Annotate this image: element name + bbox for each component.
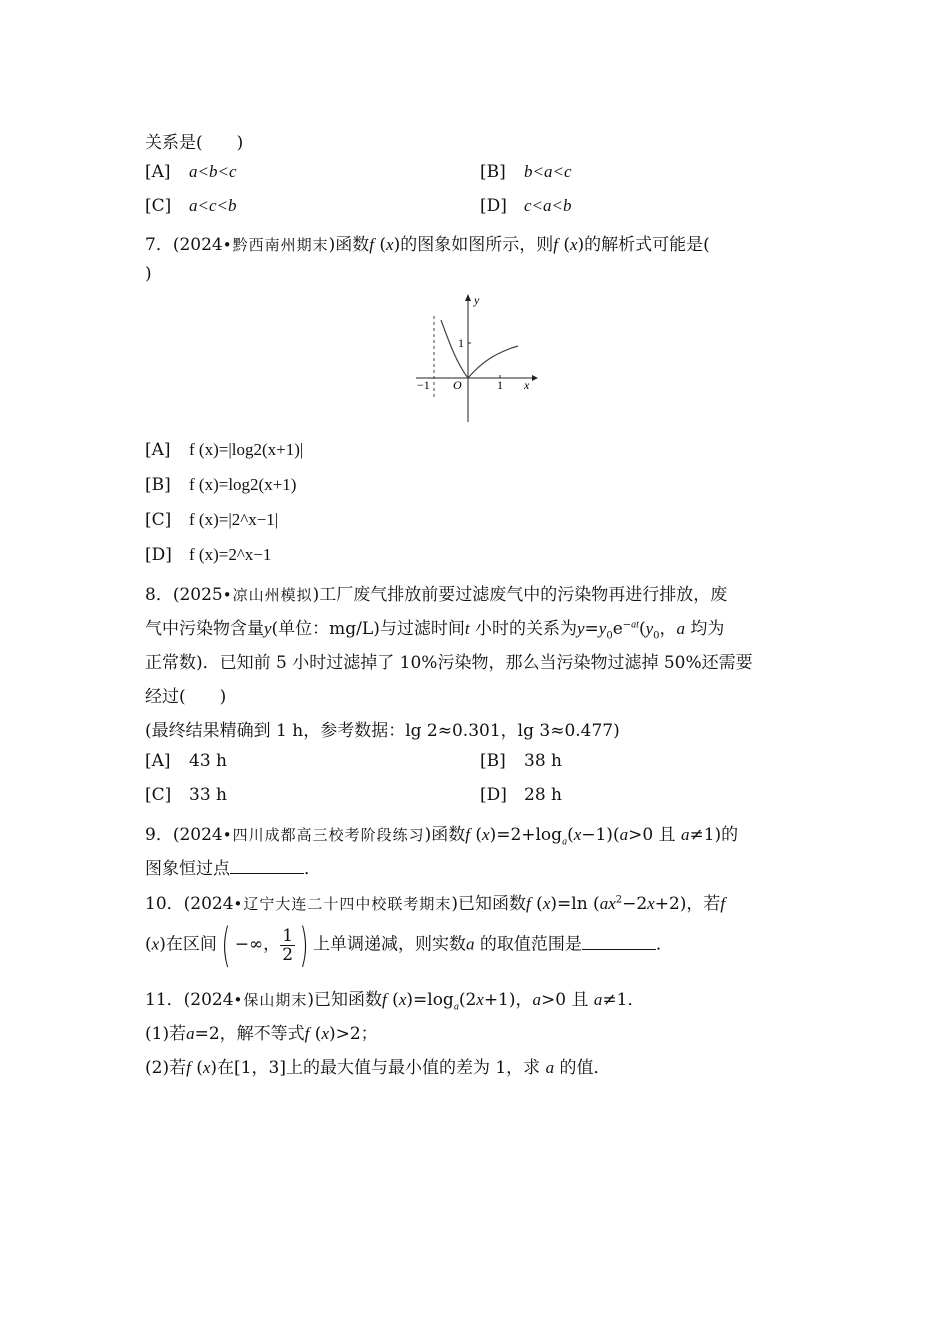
q8-line1: 8．(2025•凉山州模拟)工厂废气排放前要过滤废气中的污染物再进行排放，废 <box>145 585 728 605</box>
q10-line2: (x)在区间( −∞， $\frac{1}{2}$ ) 上单调递减，则实数a 的取值范围是 ． <box>145 918 673 972</box>
q7-option-b-text: f (x)=log2(x+1) <box>189 475 297 494</box>
q7-stem-end: ) <box>145 264 152 284</box>
origin-label: O <box>453 378 462 392</box>
q7-stem: 7．(2024•黔西南州期末)函数f (x)的图象如图所示，则f (x)的解析式可能是( <box>145 235 710 255</box>
q7-option-b[interactable]: [B] f (x)=log2(x+1) <box>145 475 297 495</box>
q8-option-a[interactable]: [A] 43 h <box>145 751 227 771</box>
q7-option-a-text: f (x)=|log2(x+1)| <box>189 440 304 459</box>
x-axis-arrow <box>532 375 538 381</box>
q9-line2: 图象恒过点 ． <box>145 859 321 879</box>
q9-line1: 9．(2024•四川成都高三校考阶段练习)函数f $(x)=2+\log_a(x-1)(a>0$ 且 a≠1)的 <box>145 825 739 848</box>
q8-note: (最终结果精确到 1 h，参考数据：lg 2≈0.301，lg 3≈0.477) <box>145 721 620 741</box>
q6-option-d[interactable]: [D] c<a<b <box>480 196 572 216</box>
q7-function-graph <box>414 292 539 424</box>
function-curve <box>441 320 518 378</box>
q8-option-d[interactable]: [D] 28 h <box>480 785 562 805</box>
q7-option-d-text: f (x)=2^x−1 <box>189 545 272 564</box>
q10-line1: 10．(2024•辽宁大连二十四中校联考期末)已知函数f (x)=ln $(ax^2-2x+2)$，若f <box>145 894 726 914</box>
q6-option-b[interactable]: [B] b<a<c <box>480 162 572 182</box>
tick-label-neg1: −1 <box>417 378 430 392</box>
q11-part1: (1)若a=2，解不等式f (x)>2； <box>145 1024 378 1044</box>
y-axis-arrow <box>465 294 471 301</box>
tick-label-x1: 1 <box>497 378 503 392</box>
q6-stem-tail: 关系是( ) <box>145 133 244 153</box>
q7-option-c[interactable]: [C] f (x)=|2^x−1| <box>145 510 279 530</box>
q6-option-c[interactable]: [C] a<c<b <box>145 196 237 216</box>
q9-answer-blank[interactable] <box>230 859 304 874</box>
y-label: y <box>474 293 480 307</box>
q7-option-d[interactable]: [D] f (x)=2^x−1 <box>145 545 272 565</box>
q8-line2: 气中污染物含量y(单位：mg/L)与过滤时间t 小时的关系为$y=y_0e^{-at}(y_0$，a 均为 <box>145 619 725 642</box>
q8-option-c[interactable]: [C] 33 h <box>145 785 227 805</box>
q11-line1: 11．(2024•保山期末)已知函数f $(x)=\log_a(2x+1)$，a>0 且 a≠1． <box>145 990 645 1013</box>
q7-option-a[interactable]: [A] f (x)=|log2(x+1)| <box>145 440 304 460</box>
q7-option-c-text: f (x)=|2^x−1| <box>189 510 279 529</box>
interval-fraction: $\frac{1}{2}$ <box>282 925 294 965</box>
tick-label-y1: 1 <box>458 336 464 350</box>
q11-part2: (2)若f (x)在[1，3]上的最大值与最小值的差为 1，求 a 的值． <box>145 1058 611 1078</box>
q8-line4: 经过( ) <box>145 687 227 707</box>
x-label: x <box>524 378 530 392</box>
q6-option-a[interactable]: [A] a<b<c <box>145 162 237 182</box>
q8-option-b[interactable]: [B] 38 h <box>480 751 562 771</box>
q10-answer-blank[interactable] <box>582 935 656 950</box>
q8-line3: 正常数)．已知前 5 小时过滤掉了 10%污染物，那么当污染物过滤掉 50%还需要 <box>145 653 753 673</box>
